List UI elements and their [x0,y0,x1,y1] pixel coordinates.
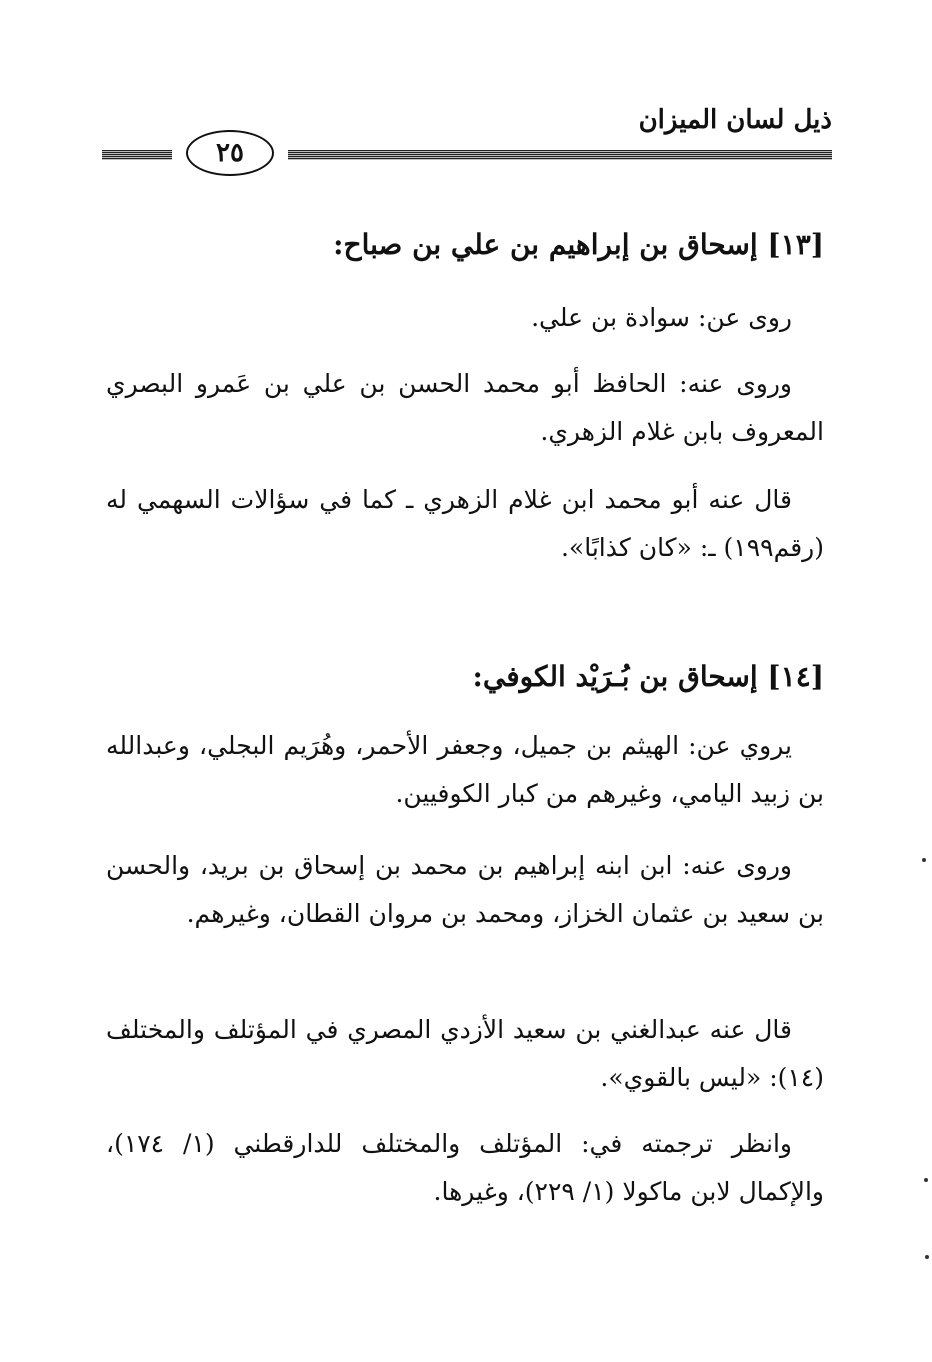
entry-13-para-1 [106,294,824,342]
page-number-badge [186,130,274,176]
paragraph: قال عنه عبدالغني بن سعيد الأزدي المصري في المؤتلف والمختلف (١٤): «ليس بالقوي». [106,1015,824,1092]
paragraph: وانظر ترجمته في: المؤتلف والمختلف للدارقطني (١/ ١٧٤)، والإكمال لابن ماكولا (١/ ٢٢٩)، وغيرها. [106,1129,824,1206]
entry-14-para-3 [106,1006,824,1102]
paragraph: قال عنه أبو محمد ابن غلام الزهري ـ كما في سؤالات السهمي له (رقم١٩٩) ـ: «كان كذابًا». [106,485,824,562]
scan-speck [922,858,926,862]
scan-speck [925,1255,929,1259]
entry-14 [106,660,824,693]
entry-14-para-4 [106,1120,824,1216]
entry-13-para-2 [106,360,824,456]
entry-14-para-1 [106,722,824,818]
paragraph: وروى عنه: الحافظ أبو محمد الحسن بن علي بن عَمرو البصري المعروف بابن غلام الزهري. [106,369,824,446]
entry-14-para-2 [106,842,824,938]
running-header-title: ذيل لسان الميزان [638,105,832,135]
page-number: ٢٥ [216,138,244,168]
entry-13-para-3 [106,476,824,572]
entry-13 [106,228,824,261]
paragraph: وروى عنه: ابن ابنه إبراهيم بن محمد بن إسحاق بن بريد، والحسن بن سعيد بن عثمان الخزاز، ومحمد بن مروان القطان، وغيرهم. [106,851,824,928]
header-rule-left [102,150,172,160]
entry-heading: [١٣] إسحاق بن إبراهيم بن علي بن صباح: [333,228,824,261]
paragraph: روى عن: سوادة بن علي. [531,303,792,332]
scan-speck [924,1178,928,1182]
entry-heading: [١٤] إسحاق بن بُـرَيْد الكوفي: [472,660,824,693]
header-rule-right [288,150,832,160]
paragraph: يروي عن: الهيثم بن جميل، وجعفر الأحمر، وهُرَيم البجلي، وعبدالله بن زبيد اليامي، وغيرهم من كبار الكوفيين. [106,731,824,808]
